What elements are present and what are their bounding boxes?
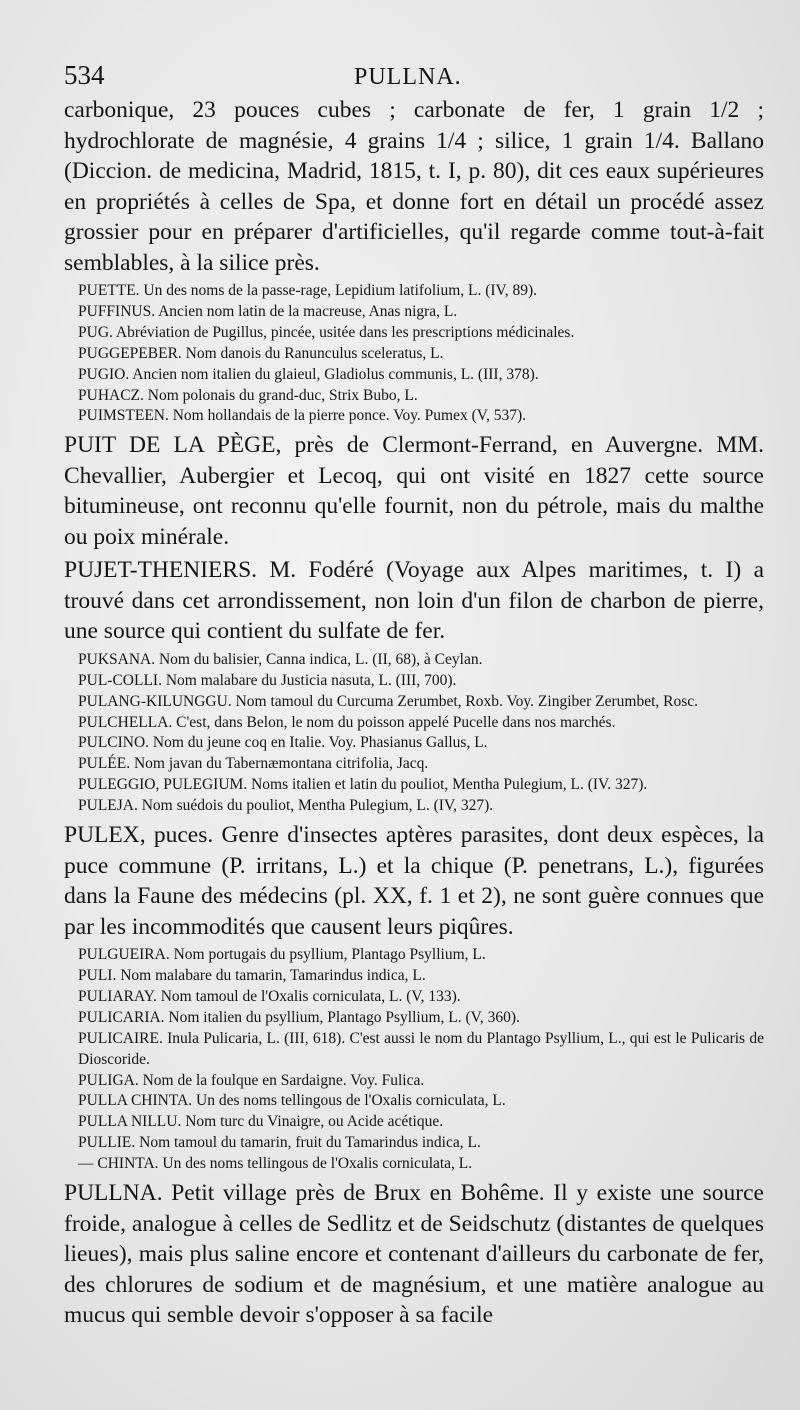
entry-puffinus: PUFFINUS. Ancien nom latin de la macreuse, Anas nigra, L.: [78, 302, 458, 320]
entries-group-b: [64, 650, 764, 817]
entry-pullie: PULLIE. Nom tamoul du tamarin, fruit du Tamarindus indica, L.: [78, 1134, 481, 1152]
entry-pugio: PUGIO. Ancien nom italien du glaieul, Gladiolus communis, L. (III, 378).: [78, 365, 539, 383]
paragraph-pullna: PULLNA. Petit village près de Brux en Bohême. Il y existe une source froide, analogue à celles de Sedlitz et de Seidschutz (distantes de quelques lieues), mais plus saline encore et contenant d'ailleurs du carbonate de fer, des chlorures de sodium et de magnésium, et une matière analogue au mucus qui semble devoir s'opposer à sa facile: [64, 1180, 764, 1329]
paragraph-puit-de-la-pege: PUIT DE LA PÈGE, près de Clermont-Ferrand, en Auvergne. MM. Chevallier, Aubergier et Lecoq, qui ont visité en 1827 cette source bitumineuse, ont reconnu qu'elle fournit, non du pétrole, mais du malthe ou poix minérale.: [64, 432, 764, 550]
paragraph-pulex: PULEX, puces. Genre d'insectes aptères parasites, dont deux espèces, la puce commune (P. irritans, L.) et la chique (P. penetrans, L.), figurées dans la Faune des médecins (pl. XX, f. 1 et 2), ne sont guère connues que par les incommodités que causent leurs piqûres.: [64, 822, 764, 940]
entry-puksana: PUKSANA. Nom du balisier, Canna indica, L. (II, 68), à Ceylan.: [78, 650, 483, 668]
entry-pulcino: PULCINO. Nom du jeune coq en Italie. Voy. Phasianus Gallus, L.: [78, 734, 488, 752]
entry-pulgueira: PULGUEIRA. Nom portugais du psyllium, Plantago Psyllium, L.: [78, 946, 486, 964]
entry-pulchella: PULCHELLA. C'est, dans Belon, le nom du poisson appelé Pucelle dans nos marchés.: [78, 713, 616, 731]
entry-puimsteen: PUIMSTEEN. Nom hollandais de la pierre ponce. Voy. Pumex (V, 537).: [78, 407, 527, 425]
entry-puleggio: PULEGGIO, PULEGIUM. Noms italien et latin du pouliot, Mentha Pulegium, L. (IV. 327).: [78, 776, 648, 794]
entry-pul-colli: PUL-COLLI. Nom malabare du Justicia nasuta, L. (III, 700).: [78, 671, 457, 689]
entries-group-a: [64, 281, 764, 427]
entry-puliga: PULIGA. Nom de la foulque en Sardaigne. Voy. Fulica.: [78, 1071, 425, 1089]
paragraph-pujet-theniers: PUJET-THENIERS. M. Fodéré (Voyage aux Alpes maritimes, t. I) a trouvé dans cet arrondissement, non loin d'un filon de charbon de pierre, une source qui contient du sulfate de fer.: [64, 557, 764, 645]
entry-pulla-nillu: PULLA NILLU. Nom turc du Vinaigre, ou Acide acétique.: [78, 1113, 444, 1131]
entry-pulang-kilunggu: PULANG-KILUNGGU. Nom tamoul du Curcuma Zerumbet, Roxb. Voy. Zingiber Zerumbet, Rosc.: [78, 692, 699, 710]
entry-pullie-chinta: — CHINTA. Un des noms tellingous de l'Oxalis corniculata, L.: [78, 1155, 473, 1173]
entry-puette: PUETTE. Un des noms de la passe-rage, Lepidium latifolium, L. (IV, 89).: [78, 282, 538, 299]
entries-group-c: [64, 945, 764, 1175]
entry-puleja: PULEJA. Nom suédois du pouliot, Mentha Pulegium, L. (IV, 327).: [78, 797, 494, 815]
paragraph-intro: carbonique, 23 pouces cubes ; carbonate de fer, 1 grain 1/2 ; hydrochlorate de magnésie, 4 grains 1/4 ; silice, 1 grain 1/4. Ballano (Diccion. de medicina, Madrid, 1815, t. I, p. 80), dit ces eaux supérieures en propriétés à celles de Spa, et donne fort en détail un procédé assez grossier pour en préparer d'artificielles, qu'il regarde comme tout-à-fait semblables, à la silice près.: [64, 97, 764, 276]
entry-pulicaire: PULICAIRE. Inula Pulicaria, L. (III, 618). C'est aussi le nom du Plantago Psyllium, L., qui est le Pulicaris de Dioscoride.: [78, 1029, 764, 1068]
entry-pulicaria: PULICARIA. Nom italien du psyllium, Plantago Psyllium, L. (V, 360).: [78, 1008, 520, 1026]
running-head: PULLNA.: [354, 64, 462, 90]
entry-puliaray: PULIARAY. Nom tamoul de l'Oxalis corniculata, L. (V, 133).: [78, 987, 461, 1005]
page-number: 534: [64, 60, 105, 90]
entry-pug: PUG. Abréviation de Pugillus, pincée, usitée dans les prescriptions médicinales.: [78, 323, 575, 341]
entry-puhacz: PUHACZ. Nom polonais du grand-duc, Strix Bubo, L.: [78, 386, 418, 404]
entry-puggepeber: PUGGEPEBER. Nom danois du Ranunculus sceleratus, L.: [78, 344, 444, 362]
entry-pulee: PULÉE. Nom javan du Tabernæmontana citrifolia, Jacq.: [78, 755, 429, 773]
page-header: [64, 60, 764, 91]
entry-pulla-chinta: PULLA CHINTA. Un des noms tellingous de l'Oxalis corniculata, L.: [78, 1092, 506, 1110]
entry-puli: PULI. Nom malabare du tamarin, Tamarindus indica, L.: [78, 967, 426, 984]
